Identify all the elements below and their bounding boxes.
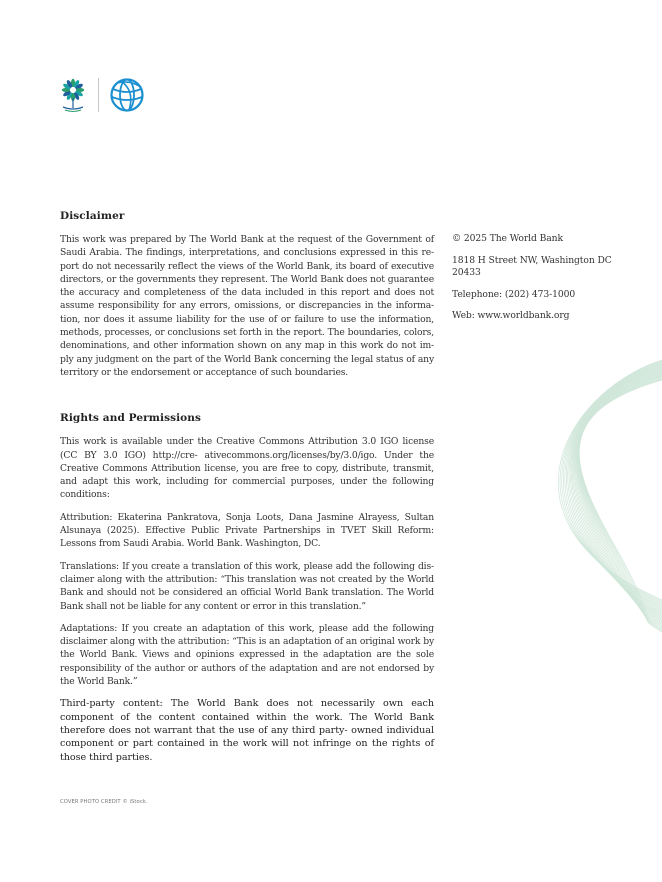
copyright-text: © 2025 The World Bank	[452, 233, 563, 244]
telephone-text: Telephone: (202) 473-1000	[452, 288, 576, 300]
wave-line	[579, 380, 662, 632]
web-text: Web: www.worldbank.org	[452, 310, 570, 321]
wave-line	[578, 376, 662, 626]
license-paragraph: This work is available under the Creative Commons Attribution 3.0 IGO license (CC BY 3.0 IGO) http://cre- ativecommons.org/licenses/by/3.0/igo. Under the Creative Commons Attribution license, you are free to copy, distribute, transmit, and adapt this work, including for commercial purposes, under the following conditions:	[60, 436, 434, 501]
world-bank-globe-icon	[109, 77, 145, 113]
contact-column	[452, 233, 612, 332]
wave-line	[568, 365, 662, 608]
logo-bar	[58, 76, 145, 114]
wave-line	[571, 367, 662, 611]
wave-line	[572, 368, 662, 613]
wave-line	[565, 363, 662, 605]
wave-line	[575, 370, 662, 616]
rights-heading: Rights and Permissions	[60, 412, 202, 425]
wave-line	[558, 360, 662, 600]
wave-line	[577, 374, 662, 622]
photo-credit: COVER PHOTO CREDIT © iStock.	[60, 799, 148, 805]
address-text: 1818 H Street NW, Washington DC 20433	[452, 254, 612, 278]
wave-line	[574, 370, 662, 616]
wave-line	[578, 374, 662, 623]
wave-line	[576, 371, 662, 618]
wave-line	[579, 378, 662, 629]
wave-line	[570, 366, 662, 610]
wave-line	[577, 373, 662, 621]
third-party-paragraph: Third-party content: The World Bank does not necessarily own each component of the content contained within the work. The World Bank therefore does not warrant that the use of any third party- owned individual component or part contained in the work will not infringe on the rights of those third parties.	[60, 698, 434, 763]
wave-line	[562, 362, 662, 603]
disclaimer-text: This work was prepared by The World Bank at the request of the Government of Saudi Arabia. The findings, interpretations, and conclusions expressed in this re- port do not necessarily reflect the views of the World Bank, its board of executive directors, or the governments they represent. The World Bank does not guarantee the accuracy and completeness of the data included in this report and does not assume responsibility for any errors, omissions, or discrepancies in the informa- tion, nor does it assume liability for the use of or failure to use the information, methods, processes, or conclusions set forth in the report. The boundaries, colors, denominations, and other information shown on any map in this work do not im- ply any judgment on the part of the World Bank concerning the legal status of any territory or the endorsement or acceptance of such boundaries.	[60, 234, 434, 378]
saudi-vision-emblem-icon	[58, 76, 88, 114]
translations-paragraph: Translations: If you create a translation of this work, please add the following dis- claimer along with the attribution: “This translation was not created by the World Bank and should not be considered an official World Bank translation. The World Bank shall not be liable for any content or error in this translation.”	[60, 560, 434, 612]
main-column	[60, 210, 434, 773]
disclaimer-heading: Disclaimer	[60, 210, 125, 222]
wave-line	[579, 379, 662, 631]
wave-line	[560, 361, 662, 601]
logo-divider	[98, 78, 99, 112]
wave-line	[579, 378, 662, 629]
wave-line	[578, 375, 662, 624]
wave-line	[566, 364, 662, 606]
adaptations-paragraph: Adaptations: If you create an adaptation of this work, please add the following disclaimer along with the attribution: “This is an adaptation of an original work by the World Bank. Views and opinions expressed in the adaptation are the sole responsibility of the author or authors of the adaptation and are not endorsed by the World Bank.”	[60, 622, 434, 688]
attribution-paragraph: Attribution: Ekaterina Pankratova, Sonja Loots, Dana Jasmine Alrayess, Sultan Alsunaya (2025). Effective Public Private Partnerships in TVET Skill Reform: Lessons from Saudi Arabia. World Bank. Washington, DC.	[60, 511, 434, 550]
wave-line	[569, 366, 662, 609]
wave-line	[573, 369, 662, 614]
wave-line	[563, 362, 662, 603]
wave-line	[576, 372, 662, 619]
wave-line	[579, 377, 662, 627]
